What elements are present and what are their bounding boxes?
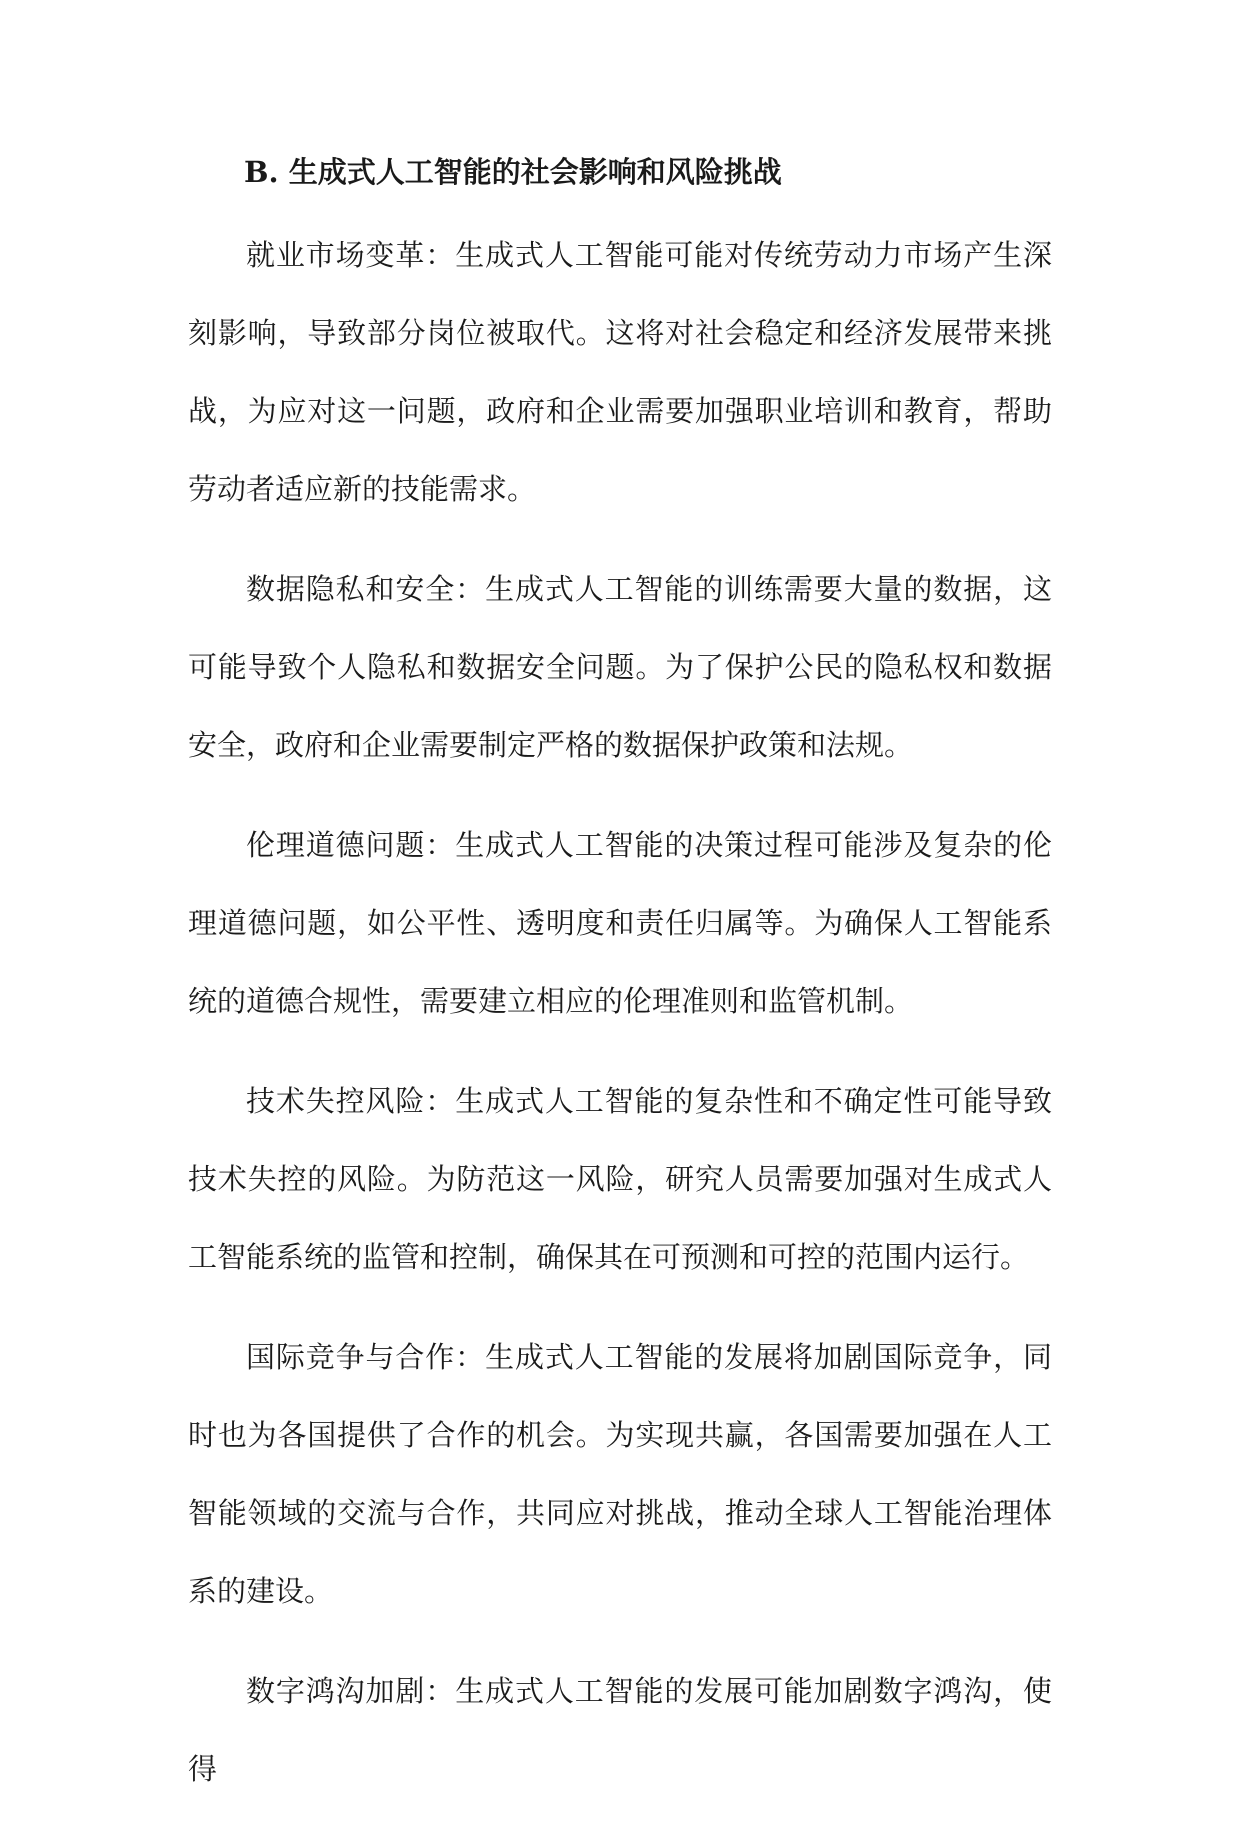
paragraph-text: 生成式人工智能的训练需要大量的数据，这可能导致个人隐私和数据安全问题。为了保护公民的隐私权和数据安全，政府和企业需要制定严格的数据保护政策和法规。 — [188, 572, 1052, 762]
paragraph-title: 技术失控风险： — [246, 1084, 456, 1118]
paragraph-text: 生成式人工智能的复杂性和不确定性可能导致技术失控的风险。为防范这一风险，研究人员需要加强对生成式人工智能系统的监管和控制，确保其在可预测和可控的范围内运行。 — [188, 1084, 1052, 1274]
paragraph-employment — [188, 216, 1052, 528]
paragraph-ethics — [188, 806, 1052, 1040]
paragraph-text: 生成式人工智能的发展可能加剧数字鸿沟，使得 — [188, 1674, 1052, 1786]
paragraph-title: 数据隐私和安全： — [246, 572, 486, 606]
paragraph-title: 伦理道德问题： — [246, 828, 456, 862]
paragraph-tech-risk — [188, 1062, 1052, 1296]
paragraph-title: 国际竞争与合作： — [246, 1340, 486, 1374]
paragraph-privacy — [188, 550, 1052, 784]
paragraph-international — [188, 1318, 1052, 1630]
paragraph-digital-divide — [188, 1652, 1052, 1808]
paragraph-title: 就业市场变革： — [246, 238, 456, 272]
body-text — [188, 216, 1052, 1830]
paragraph-text: 生成式人工智能的决策过程可能涉及复杂的伦理道德问题，如公平性、透明度和责任归属等。为确保人工智能系统的道德合规性，需要建立相应的伦理准则和监管机制。 — [188, 828, 1052, 1018]
paragraph-text: 生成式人工智能可能对传统劳动力市场产生深刻影响，导致部分岗位被取代。这将对社会稳定和经济发展带来挑战，为应对这一问题，政府和企业需要加强职业培训和教育，帮助劳动者适应新的技能需求。 — [188, 238, 1052, 506]
section-heading: B. 生成式人工智能的社会影响和风险挑战 — [244, 155, 782, 189]
paragraph-title: 数字鸿沟加剧： — [246, 1674, 456, 1708]
paragraph-text: 生成式人工智能的发展将加剧国际竞争，同时也为各国提供了合作的机会。为实现共赢，各国需要加强在人工智能领域的交流与合作，共同应对挑战，推动全球人工智能治理体系的建设。 — [188, 1340, 1052, 1608]
